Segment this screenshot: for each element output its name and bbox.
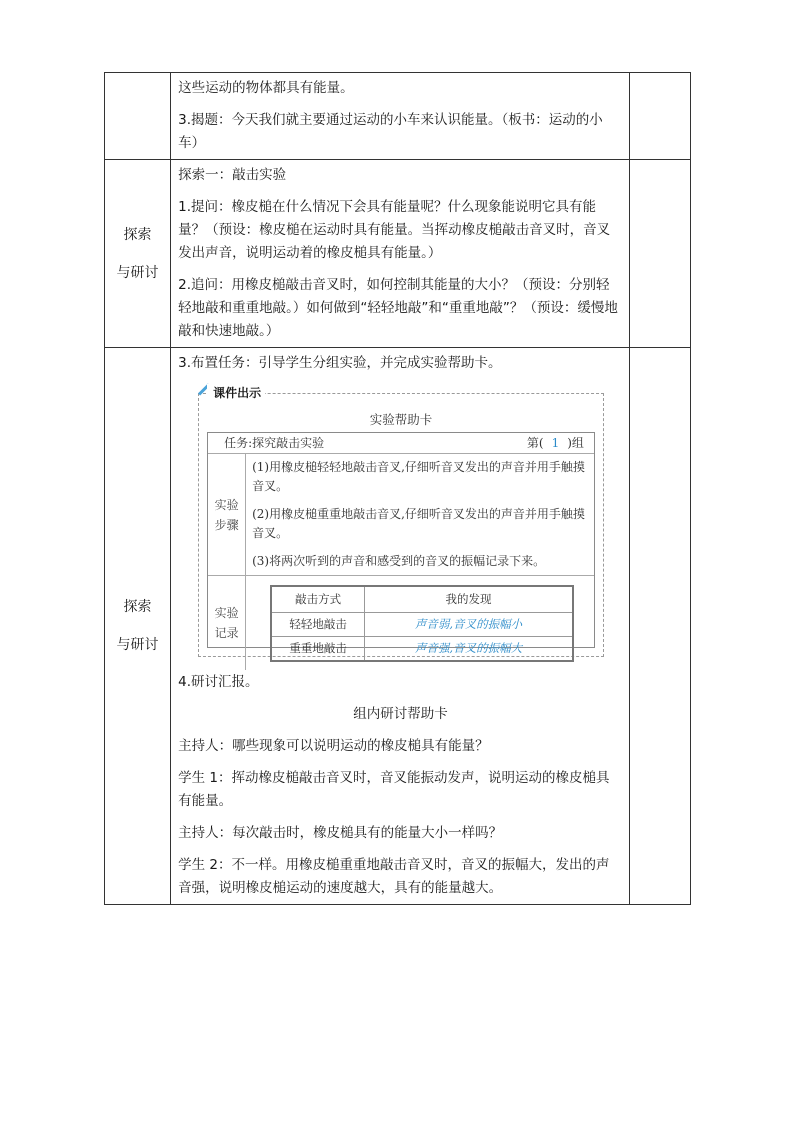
content-cell (171, 73, 630, 160)
notes-cell (629, 348, 690, 905)
paragraph: 主持人：哪些现象可以说明运动的橡皮槌具有能量？ (178, 738, 489, 754)
step-item: (3)将两次听到的声音和感受到的音叉的振幅记录下来。 (252, 554, 546, 568)
notes-cell (629, 160, 690, 348)
record-header-row (271, 586, 573, 613)
group-number: 第( 1 )组 (526, 435, 584, 450)
lesson-plan-table (104, 72, 691, 905)
paragraph: 学生 1：挥动橡皮槌敲击音叉时，音叉能振动发声，说明运动的橡皮槌具有能量。 (178, 770, 610, 809)
record-row (208, 576, 594, 670)
explore-row-1 (105, 160, 691, 348)
intro-row (105, 73, 691, 160)
method-cell: 轻轻地敲击 (271, 613, 365, 637)
discussion-card-title: 组内研讨帮助卡 (353, 706, 448, 722)
finding-cell: 声音强,音叉的振幅大 (365, 637, 573, 662)
paragraph: 3.布置任务：引导学生分组实验，并完成实验帮助卡。 (178, 355, 502, 371)
help-card-title: 实验帮助卡 (369, 412, 433, 427)
steps-row (208, 454, 594, 576)
section-heading: 探索一：敲击实验 (178, 167, 287, 183)
content-cell (171, 348, 630, 905)
record-table (270, 585, 574, 662)
record-cell (246, 576, 594, 670)
steps-label: 实验步骤 (208, 454, 246, 575)
paragraph: 这些运动的物体都具有能量。 (178, 80, 354, 96)
finding-cell: 声音弱,音叉的振幅小 (365, 613, 573, 637)
method-cell: 重重地敲击 (271, 637, 365, 662)
paragraph: 4.研讨汇报。 (178, 674, 259, 690)
notes-cell (629, 73, 690, 160)
paragraph: 主持人：每次敲击时，橡皮槌具有的能量大小一样吗？ (178, 825, 503, 841)
stage-label: 探索 (123, 226, 152, 243)
stage-label: 探索 (123, 599, 152, 615)
experiment-help-card (207, 432, 595, 655)
stage-label: 与研讨 (116, 637, 159, 653)
explore-row-2 (105, 348, 691, 905)
column-header: 我的发现 (365, 586, 573, 613)
paragraph: 学生 2：不一样。用橡皮槌重重地敲击音叉时，音叉的振幅大，发出的声音强，说明橡皮槌运动的速度越大，具有的能量越大。 (178, 857, 610, 896)
paragraph: 1.提问：橡皮槌在什么情况下会具有能量呢？什么现象能说明它具有能量？（预设：橡皮槌在运动时具有能量。当挥动橡皮槌敲击音叉时，音叉发出声音，说明运动着的橡皮槌具有能量。） (178, 199, 611, 261)
step-item: (1)用橡皮槌轻轻地敲击音叉,仔细听音叉发出的声音并用手触摸音叉。 (252, 460, 585, 493)
table-row (271, 613, 573, 637)
stage-cell (105, 160, 171, 348)
stage-cell (105, 348, 171, 905)
table-row (271, 637, 573, 662)
task-text: 任务:探究敲击实验 (224, 435, 325, 450)
paragraph: 2.追问：用橡皮槌敲击音叉时，如何控制其能量的大小？（预设：分别轻轻地敲和重重地敲。）如何做到“轻轻地敲”和“重重地敲”？（预设：缓慢地敲和快速地敲。） (178, 277, 618, 339)
paragraph: 3.揭题：今天我们就主要通过运动的小车来认识能量。（板书：运动的小车） (178, 112, 603, 151)
content-cell (171, 160, 630, 348)
courseware-box (198, 386, 604, 657)
stage-label: 与研讨 (116, 264, 159, 281)
column-header: 敲击方式 (271, 586, 365, 613)
card-header (208, 433, 594, 454)
record-label: 实验记录 (208, 576, 246, 670)
step-item: (2)用橡皮槌重重地敲击音叉,仔细听音叉发出的声音并用手触摸音叉。 (252, 507, 585, 540)
courseware-label: 课件出示 (207, 384, 265, 402)
steps-list (246, 454, 594, 575)
stage-cell-empty (105, 73, 171, 160)
